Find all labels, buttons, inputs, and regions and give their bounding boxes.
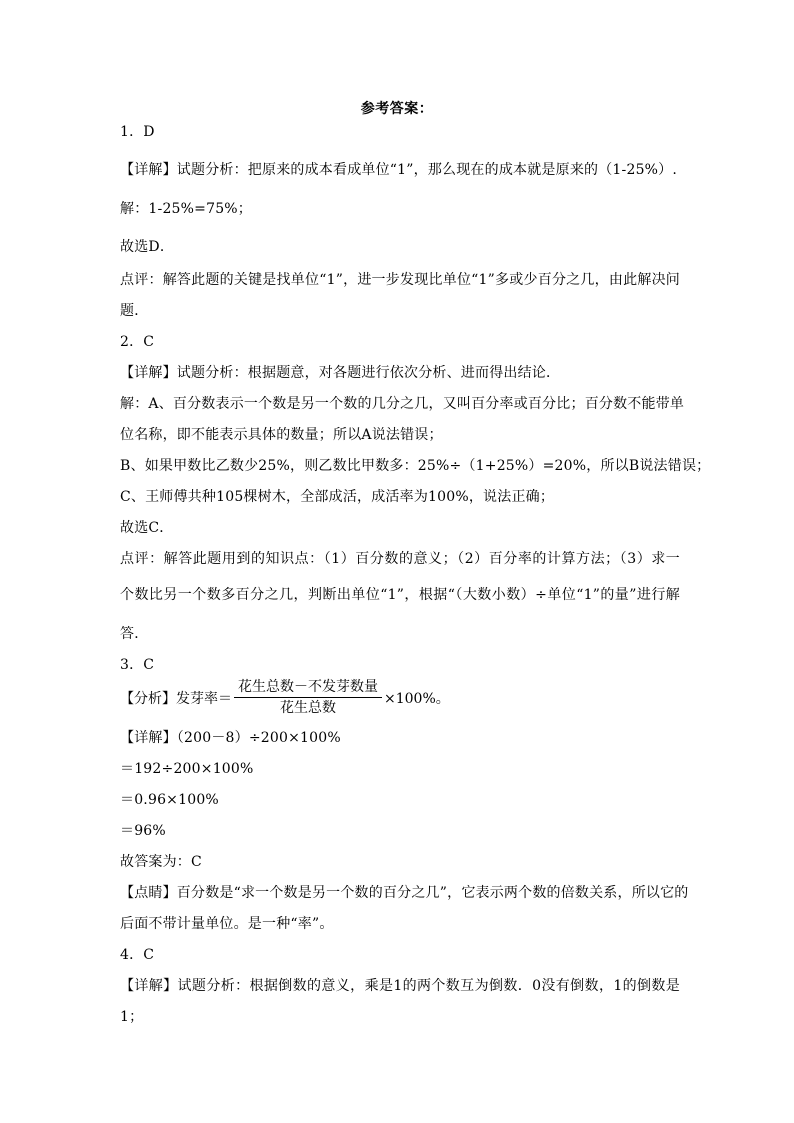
text-line: 【详解】试题分析：把原来的成本看成单位“1”，那么现在的成本就是原来的（1-25%）. — [120, 162, 678, 178]
text-line: 故答案为：C — [120, 854, 202, 870]
text-line: 个数比另一个数多百分之几，判断出单位“1”，根据“（大数小数）÷单位“1”的量”进行解 — [120, 587, 680, 603]
text-line: 题． — [120, 303, 149, 319]
text-line: 【点睛】百分数是“求一个数是另一个数的百分之几”，它表示两个数的倍数关系，所以它的 — [120, 885, 689, 901]
text-line: C、王师傅共种105棵树木，全部成活，成活率为100%，说法正确； — [120, 489, 555, 505]
text-line: 【详解】试题分析：根据倒数的意义，乘是1的两个数互为倒数．0没有倒数，1的倒数是 — [120, 978, 680, 994]
text-line: 故选C． — [120, 520, 174, 536]
text-line: ＝96% — [120, 823, 166, 839]
text-line: 1．D — [120, 124, 155, 140]
text-line: ＝192÷200×100% — [120, 761, 254, 777]
text-line: 后面不带计量单位。是一种“率”。 — [120, 916, 334, 932]
text-line: 【详解】（200－8）÷200×100% — [120, 730, 341, 746]
text-line: 2．C — [120, 334, 155, 350]
text-line: 解：1-25%=75%； — [120, 201, 253, 217]
text-line: 4．C — [120, 947, 155, 963]
page-title: 参考答案： — [360, 101, 434, 117]
text-line: 点评：解答此题用到的知识点：（1）百分数的意义；（2）百分率的计算方法；（3）求一 — [120, 551, 680, 567]
text-line: 点评：解答此题的关键是找单位“1”，进一步发现比单位“1”多或少百分之几，由此解决问 — [120, 272, 680, 288]
text-line: ＝0.96×100% — [120, 792, 219, 808]
text-line: 解：A、百分数表示一个数是另一个数的几分之几，又叫百分率或百分比；百分数不能带单 — [120, 396, 685, 412]
fraction-denominator: 花生总数 — [280, 700, 336, 716]
text-line: 位名称，即不能表示具体的数量；所以A说法错误； — [120, 427, 443, 443]
formula-prefix: 【分析】发芽率＝ — [120, 690, 232, 707]
text-line: 1； — [120, 1009, 144, 1025]
text-line: 故选D． — [120, 239, 175, 255]
text-line: 3．C — [120, 657, 155, 673]
fraction-numerator: 花生总数－不发芽数量 — [234, 678, 382, 698]
fraction — [234, 678, 382, 717]
text-line: 答． — [120, 626, 149, 642]
text-line: 【详解】试题分析：根据题意，对各题进行依次分析、进而得出结论． — [120, 365, 561, 381]
formula-suffix: ×100%。 — [384, 690, 450, 707]
germination-formula — [120, 678, 450, 717]
text-line: B、如果甲数比乙数少25%，则乙数比甲数多：25%÷（1+25%）=20%，所以B说法错误； — [120, 458, 711, 474]
